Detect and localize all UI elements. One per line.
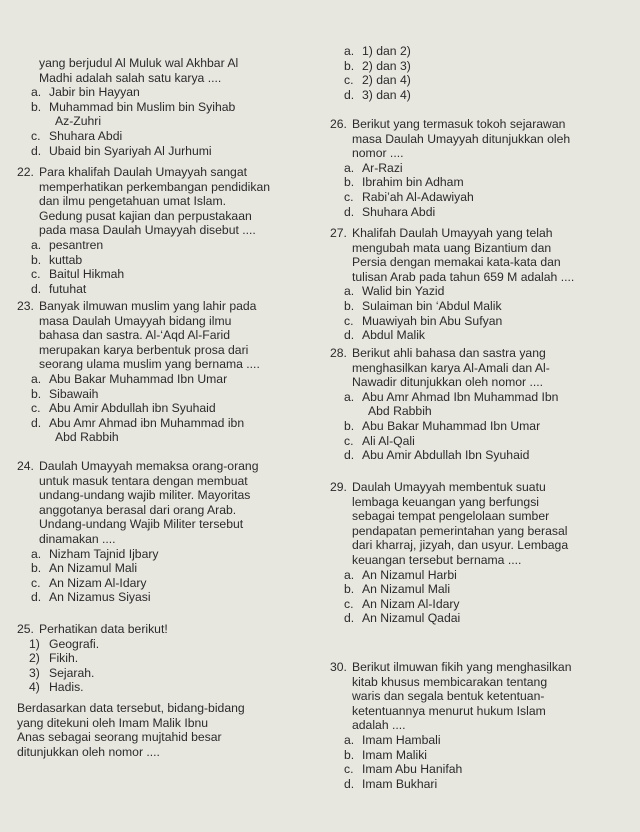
question-22	[17, 165, 309, 296]
option-d: d. Abu Amr Ahmad ibn Muhammad ibn	[31, 415, 245, 430]
question-stem-line: pada masa Daulah Umayyah disebut ....	[39, 223, 256, 238]
question-stem-line: dan ilmu pengetahuan umat Islam.	[39, 194, 226, 209]
question-25	[17, 622, 309, 759]
question-stem-line: Persia dengan memakai kata-kata dan	[352, 255, 561, 270]
option-d: d. Abdul Malik	[344, 328, 425, 343]
option-c: c. An Nizam Al-Idary	[344, 596, 460, 611]
question-stem-line: merupakan karya berbentuk prosa dari	[39, 342, 249, 357]
question-number: 26.	[330, 117, 347, 131]
option-c: c. Abu Amir Abdullah ibn Syuhaid	[31, 401, 216, 416]
option-a: a. An Nizamul Harbi	[344, 567, 457, 582]
data-item: 2) Fikih.	[29, 651, 79, 666]
option-a-continuation: Abd Rabbih	[368, 404, 432, 419]
option-d: d. An Nizamus Siyasi	[31, 590, 151, 605]
data-item: 1) Geografi.	[29, 636, 100, 651]
question-stem-line: untuk masuk tentara dengan membuat	[39, 473, 248, 488]
question-number: 27.	[330, 226, 347, 240]
question-stem-line: mengubah mata uang Bizantium dan	[352, 240, 552, 255]
question-stem-line: undang-undang wajib militer. Mayoritas	[39, 488, 251, 503]
option-d: d. Abu Amir Abdullah Ibn Syuhaid	[344, 448, 530, 463]
question-24	[17, 459, 309, 605]
question-stem-line: 28. Berikut ahli bahasa dan sastra yang	[330, 346, 546, 360]
question-stem-line: ketentuannya menurut hukum Islam	[352, 703, 546, 718]
question-stem-line: seorang ulama muslim yang bernama ....	[39, 357, 260, 372]
option-d: d. 3) dan 4)	[344, 87, 411, 102]
question-stem-line: 25. Perhatikan data berikut!	[17, 622, 168, 636]
option-b: b. An Nizamul Mali	[31, 561, 138, 576]
option-c: c. Baitul Hikmah	[31, 267, 125, 282]
option-c: c. Muawiyah bin Abu Sufyan	[344, 313, 503, 328]
question-stem-line: waris dan segala bentuk ketentuan-	[352, 689, 545, 704]
option-a: a. Jabir bin Hayyan	[31, 85, 140, 100]
question-27	[330, 226, 628, 343]
option-a: a. Abu Bakar Muhammad Ibn Umar	[31, 371, 228, 386]
question-number: 30.	[330, 660, 347, 674]
option-d: d. Ubaid bin Syariyah Al Jurhumi	[31, 143, 212, 158]
option-a: a. Abu Amr Ahmad Ibn Muhammad Ibn	[344, 389, 559, 404]
question-stem-line: 27. Khalifah Daulah Umayyah yang telah	[330, 226, 553, 240]
option-b: b. Sibawaih	[31, 386, 99, 401]
option-a: a. Ar-Razi	[344, 160, 403, 175]
option-b: b. Imam Maliki	[344, 747, 428, 762]
question-stem-line: 29. Daulah Umayyah membentuk suatu	[330, 480, 546, 494]
option-b: b. Ibrahim bin Adham	[344, 175, 464, 190]
option-d: d. futuhat	[31, 281, 87, 296]
question-stem-line: yang berjudul Al Muluk wal Akhbar Al	[39, 56, 239, 70]
option-a: a. Imam Hambali	[344, 732, 441, 747]
option-c: c. 2) dan 4)	[344, 73, 411, 88]
question-stem-line: Madhi adalah salah satu karya ....	[39, 70, 222, 85]
question-stem-line: 24. Daulah Umayyah memaksa orang-orang	[17, 459, 259, 473]
option-b: b. An Nizamul Mali	[344, 582, 451, 597]
question-number: 29.	[330, 480, 347, 494]
data-item: 4) Hadis.	[29, 680, 84, 695]
option-a: a. Nizham Tajnid Ijbary	[31, 546, 159, 561]
question-29	[330, 480, 628, 626]
question-stem-line: pendapatan pemerintahan yang berasal	[352, 523, 568, 538]
option-b: b. 2) dan 3)	[344, 58, 411, 73]
question-stem-line: Undang-undang Wajib Militer tersebut	[39, 517, 244, 532]
question-stem-line: masa Daulah Umayyah ditunjukkan oleh	[352, 131, 571, 146]
question-stem-line: lembaga keuangan yang berfungsi	[352, 494, 540, 509]
question-stem-line: tulisan Arab pada tahun 659 M adalah ....	[352, 269, 575, 284]
option-a: a. pesantren	[31, 237, 104, 252]
question-stem-line: menghasilkan karya Al-Amali dan Al-	[352, 360, 550, 375]
option-d: d. An Nizamul Qadai	[344, 611, 461, 626]
option-a: a. 1) dan 2)	[344, 44, 411, 58]
question-stem-line: anggotanya berasal dari orang Arab.	[39, 502, 237, 517]
question-number: 28.	[330, 346, 347, 360]
option-d-continuation: Abd Rabbih	[55, 430, 119, 445]
question-stem-line: dinamakan ....	[39, 531, 116, 546]
data-item: 3) Sejarah.	[29, 665, 95, 680]
question-stem-line: Anas sebagai seorang mujtahid besar	[17, 730, 222, 745]
question-stem-line: 23. Banyak ilmuwan muslim yang lahir pada	[17, 299, 257, 313]
question-number: 25.	[17, 622, 34, 636]
question-stem-line: Nawadir ditunjukkan oleh nomor ....	[352, 375, 544, 390]
option-c: c. Rabi’ah Al-Adawiyah	[344, 189, 474, 204]
question-stem-line: bahasa dan sastra. Al-‘Aqd Al-Farid	[39, 328, 231, 343]
question-26	[330, 117, 628, 219]
question-stem-line: 22. Para khalifah Daulah Umayyah sangat	[17, 165, 247, 179]
option-d: d. Imam Bukhari	[344, 776, 438, 791]
option-c: c. Imam Abu Hanifah	[344, 762, 463, 777]
option-b: b. Muhammad bin Muslim bin Syihab	[31, 99, 236, 114]
question-stem-line: nomor ....	[352, 146, 404, 161]
question-21-continuation	[17, 56, 309, 158]
question-stem-line: Berdasarkan data tersebut, bidang-bidang	[17, 700, 245, 715]
option-b: b. Abu Bakar Muhammad Ibn Umar	[344, 418, 541, 433]
question-23	[17, 299, 309, 445]
option-c: c. An Nizam Al-Idary	[31, 575, 147, 590]
question-stem-line: yang ditekuni oleh Imam Malik Ibnu	[17, 715, 209, 730]
question-25-options	[330, 44, 628, 102]
question-30	[330, 660, 628, 791]
question-stem-line: ditunjukkan oleh nomor ....	[17, 744, 160, 759]
option-c: c. Ali Al-Qali	[344, 433, 415, 448]
option-b: b. Sulaiman bin ‘Abdul Malik	[344, 298, 502, 313]
question-stem-line: 30. Berikut ilmuwan fikih yang menghasilkan	[330, 660, 572, 674]
question-stem-line: keuangan tersebut bernama ....	[352, 552, 522, 567]
question-stem-line: kitab khusus membicarakan tentang	[352, 674, 548, 689]
question-number: 23.	[17, 299, 34, 313]
question-stem-line: Gedung pusat kajian dan perpustakaan	[39, 208, 252, 223]
question-stem-line: dari kharraj, jizyah, dan usyur. Lembaga	[352, 538, 569, 553]
question-stem-line: masa Daulah Umayyah bidang ilmu	[39, 313, 232, 328]
option-d: d. Shuhara Abdi	[344, 204, 436, 219]
question-stem-line: sebagai tempat pengelolaan sumber	[352, 509, 550, 524]
question-stem-line: memperhatikan perkembangan pendidikan	[39, 179, 271, 194]
option-b-continuation: Az-Zuhri	[55, 114, 102, 129]
option-a: a. Walid bin Yazid	[344, 284, 445, 299]
option-c: c. Shuhara Abdi	[31, 128, 123, 143]
question-number: 22.	[17, 165, 34, 179]
question-28	[330, 346, 628, 463]
question-number: 24.	[17, 459, 34, 473]
question-stem-line: adalah ....	[352, 718, 406, 733]
option-b: b. kuttab	[31, 252, 83, 267]
question-stem-line: 26. Berikut yang termasuk tokoh sejarawan	[330, 117, 566, 131]
